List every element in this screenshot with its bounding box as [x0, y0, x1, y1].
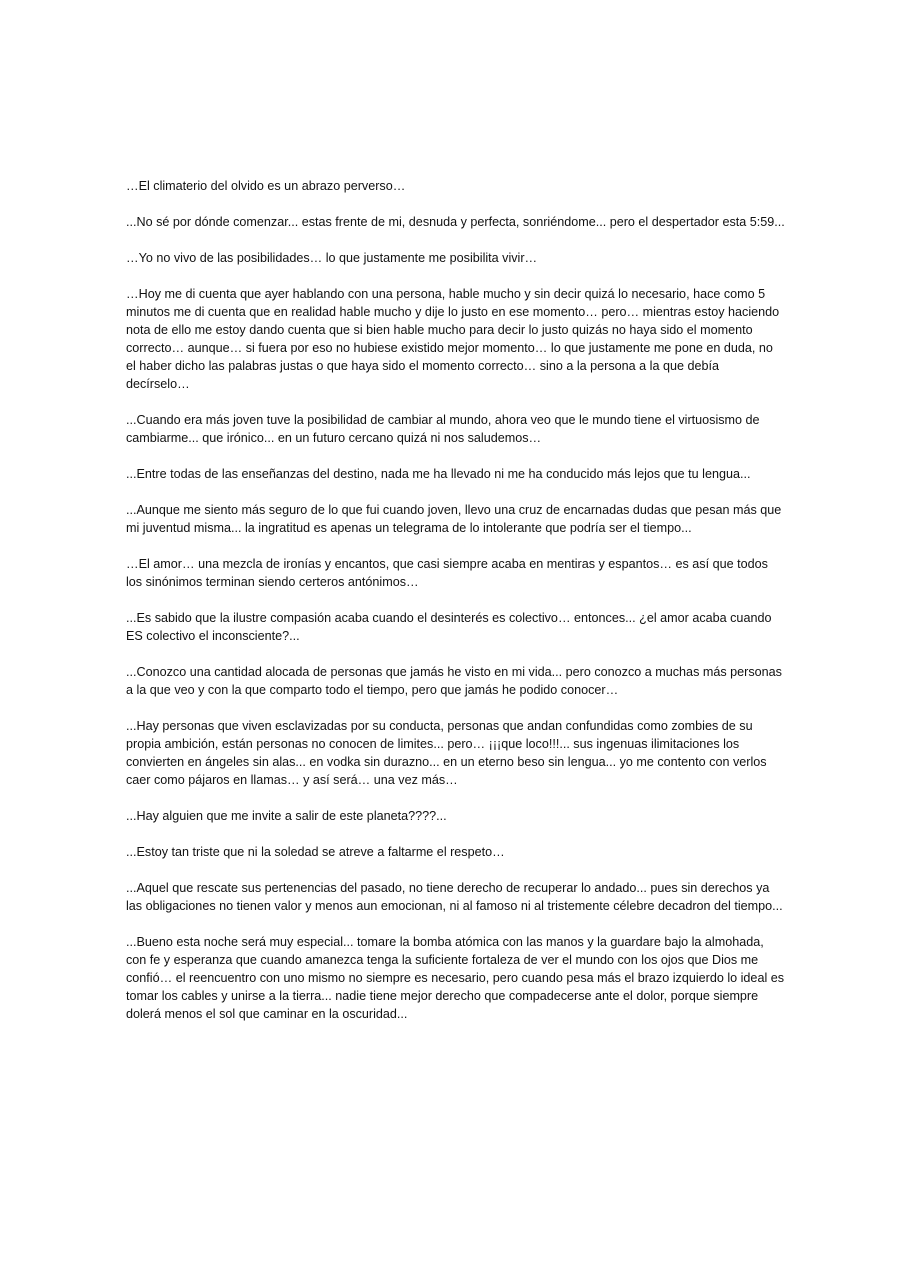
document-body [126, 177, 786, 1041]
paragraph-7: ...Aunque me siento más seguro de lo que fui cuando joven, llevo una cruz de encarnadas dudas que pesan más que mi juventud misma... la ingratitud es apenas un telegrama de lo intolerante que podría ser el tiempo... [126, 503, 782, 535]
paragraph-8: …El amor… una mezcla de ironías y encantos, que casi siempre acaba en mentiras y espantos… es así que todos los sinónimos terminan siendo certeros antónimos… [126, 557, 768, 589]
paragraph-2: ...No sé por dónde comenzar... estas frente de mi, desnuda y perfecta, sonriéndome... pero el despertador esta 5:59... [126, 215, 785, 229]
paragraph-12: ...Hay alguien que me invite a salir de este planeta????... [126, 809, 447, 823]
paragraph-15: ...Bueno esta noche será muy especial... tomare la bomba atómica con las manos y la guardare bajo la almohada, con fe y esperanza que cuando amanezca tenga la suficiente fortaleza de ver el mundo con los ojos que Dios me confió… el reencuentro con uno mismo no siempre es necesario, pero cuando pesa más el brazo izquierdo lo ideal es tomar los cables y unirse a la tierra... nadie tiene mejor derecho que compadecerse ante el dolor, porque siempre dolerá menos el sol que caminar en la oscuridad... [126, 935, 785, 1021]
paragraph-1: …El climaterio del olvido es un abrazo perverso… [126, 179, 406, 193]
paragraph-11: ...Hay personas que viven esclavizadas por su conducta, personas que andan confundidas como zombies de su propia ambición, están personas no conocen de limites... pero… ¡¡¡que loco!!!... sus ingenuas ilimitaciones los convierten en ángeles sin alas... en vodka sin durazno... en un eterno beso sin lengua... yo me contento con verlos caer como pájaros en llamas… y así será… una vez más… [126, 719, 767, 787]
paragraph-5: ...Cuando era más joven tuve la posibilidad de cambiar al mundo, ahora veo que le mundo tiene el virtuosismo de cambiarme... que irónico... en un futuro cercano quizá ni nos saludemos… [126, 413, 760, 445]
paragraph-10: ...Conozco una cantidad alocada de personas que jamás he visto en mi vida... pero conozco a muchas más personas a la que veo y con la que comparto todo el tiempo, pero que jamás he podido conocer… [126, 665, 782, 697]
paragraph-6: ...Entre todas de las enseñanzas del destino, nada me ha llevado ni me ha conducido más lejos que tu lengua... [126, 467, 751, 481]
paragraph-9: ...Es sabido que la ilustre compasión acaba cuando el desinterés es colectivo… entonces... ¿el amor acaba cuando ES colectivo el inconsciente?... [126, 611, 772, 643]
paragraph-14: ...Aquel que rescate sus pertenencias del pasado, no tiene derecho de recuperar lo andado... pues sin derechos ya las obligaciones no tienen valor y menos aun emocionan, ni al famoso ni al tristemente célebre decadron del tiempo... [126, 881, 783, 913]
paragraph-4: …Hoy me di cuenta que ayer hablando con una persona, hable mucho y sin decir quizá lo necesario, hace como 5 minutos me di cuenta que en realidad hable mucho y dije lo justo en ese momento… pero… mientras estoy haciendo nota de ello me estoy dando cuenta que si bien hable mucho para decir lo justo quizás no haya sido el momento correcto… aunque… si fuera por eso no hubiese existido mejor momento… lo que justamente me pone en duda, no el haber dicho las palabras justas o que haya sido el momento correcto… sino a la persona a la que debía decírselo… [126, 287, 780, 391]
paragraph-13: ...Estoy tan triste que ni la soledad se atreve a faltarme el respeto… [126, 845, 505, 859]
paragraph-3: …Yo no vivo de las posibilidades… lo que justamente me posibilita vivir… [126, 251, 538, 265]
